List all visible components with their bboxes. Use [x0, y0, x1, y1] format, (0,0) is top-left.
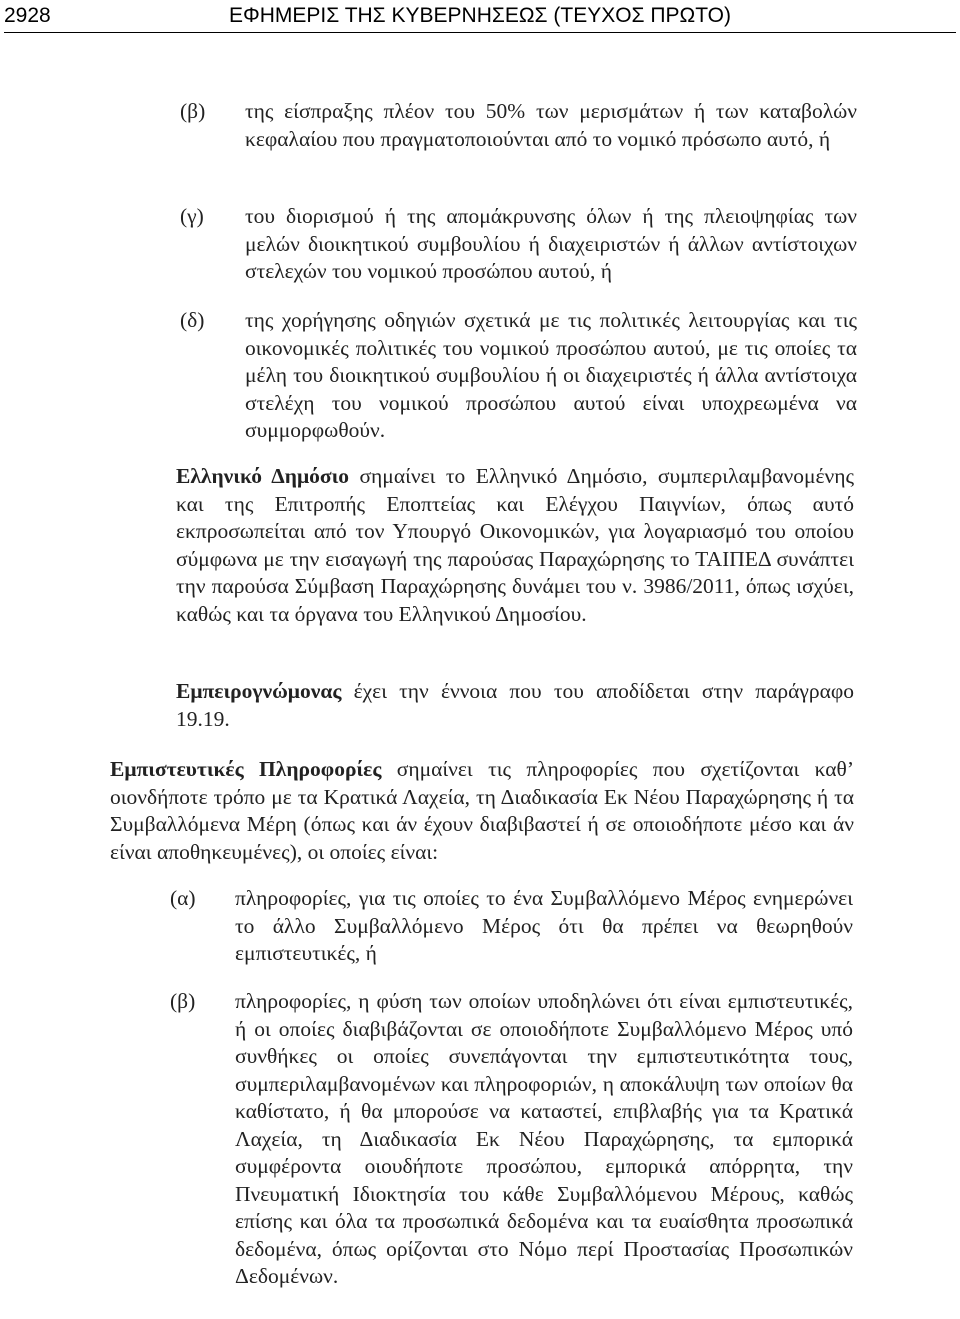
definition-text: σημαίνει το Ελληνικό Δημόσιο, συμπεριλαμβανομένης και της Επιτροπής Εποπτείας και Ελέγχου Παιγνίων, όπως αυτό εκπροσωπείται από τον Υπουργό Οικονομικών, για λογαριασμό του οποίου σύμφωνα με την εισαγωγή της παρούσας Παραχώρησης το ΤΑΙΠΕΔ συνάπτει την παρούσα Σύμβαση Παραχώρησης δυνάμει του ν. 3986/2011, όπως ισχύει, καθώς και τα όργανα του Ελληνικού Δημοσίου.	[176, 464, 854, 626]
item-text: της χορήγησης οδηγιών σχετικά με τις πολιτικές λειτουργίας και τις οικονομικές πολιτικές του νομικού προσώπου αυτού, με τις οποίες τα μέλη του διοικητικού συμβουλίου ή οι διαχειριστές ή άλλα αντίστοιχα στελέχη του νομικού προσώπου αυτού είναι υποχρεωμένα να συμμορφωθούν.	[245, 308, 857, 442]
page-header	[0, 0, 960, 36]
definition-text: σημαίνει τις πληροφορίες που σχετίζονται καθ’ οιονδήποτε τρόπο με τα Κρατικά Λαχεία, τη Διαδικασία Εκ Νέου Παραχώρησης ή τα Συμβαλλόμενα Μέρη (όπως και άν έχουν διαβιβαστεί ή σε οποιοδήποτε μέσο και άν είναι αποθηκευμένες), οι οποίες είναι:	[110, 757, 854, 864]
item-marker: (β)	[170, 989, 196, 1013]
item-marker: (γ)	[180, 204, 204, 228]
header-rule	[4, 32, 956, 33]
definition-paragraph	[176, 678, 854, 733]
definition-term: Ελληνικό Δημόσιο	[176, 464, 350, 488]
item-marker: (α)	[170, 886, 196, 910]
item-text: του διορισμού ή της απομάκρυνσης όλων ή της πλειοψηφίας των μελών διοικητικού συμβουλίου ή διαχειριστών ή άλλων αντίστοιχων στελεχών του νομικού προσώπου αυτού, ή	[245, 204, 857, 283]
gazette-title: ΕΦΗΜΕΡΙΣ ΤΗΣ ΚΥΒΕΡΝΗΣΕΩΣ (ΤΕΥΧΟΣ ΠΡΩΤΟ)	[228, 4, 732, 27]
definition-term: Εμπειρογνώμονας	[176, 679, 342, 703]
page-number: 2928	[4, 4, 51, 27]
item-marker: (β)	[180, 99, 206, 123]
definition-paragraph	[110, 756, 854, 866]
definition-term: Εμπιστευτικές Πληροφορίες	[110, 757, 382, 781]
definition-text: έχει την έννοια που του αποδίδεται στην παράγραφο 19.19.	[176, 679, 854, 731]
item-text: πληροφορίες, η φύση των οποίων υποδηλώνει ότι είναι εμπιστευτικές, ή οι οποίες διαβιβάζονται σε οποιοδήποτε Συμβαλλόμενο Μέρος υπό συνθήκες οι οποίες συνεπάγονται την εμπιστευτικότητα τους, συμπεριλαμβανομένων και πληροφοριών, η αποκάλυψη των οποίων θα καθίστατο, ή θα μπορούσε να καταστεί, επιβλαβής για τα Κρατικά Λαχεία, τη Διαδικασία Εκ Νέου Παραχώρησης, τα εμπορικά συμφέροντα οιουδήποτε προσώπου, εμπορικά απόρρητα, την Πνευματική Ιδιοκτησία του κάθε Συμβαλλόμενου Μέρους, καθώς επίσης και όλα τα προσωπικά δεδομένα και τα ευαίσθητα προσωπικά δεδομένα, όπως ορίζονται στο Νόμο περί Προστασίας Προσωπικών Δεδομένων.	[235, 989, 853, 1288]
definition-paragraph	[176, 463, 854, 628]
item-text: της είσπραξης πλέον του 50% των μερισμάτων ή των καταβολών κεφαλαίου που πραγματοποιούνται από το νομικό πρόσωπο αυτό, ή	[245, 99, 857, 151]
item-marker: (δ)	[180, 308, 205, 332]
item-text: πληροφορίες, για τις οποίες το ένα Συμβαλλόμενο Μέρος ενημερώνει το άλλο Συμβαλλόμενο Μέρος ότι θα πρέπει να θεωρηθούν εμπιστευτικές, ή	[235, 886, 853, 965]
